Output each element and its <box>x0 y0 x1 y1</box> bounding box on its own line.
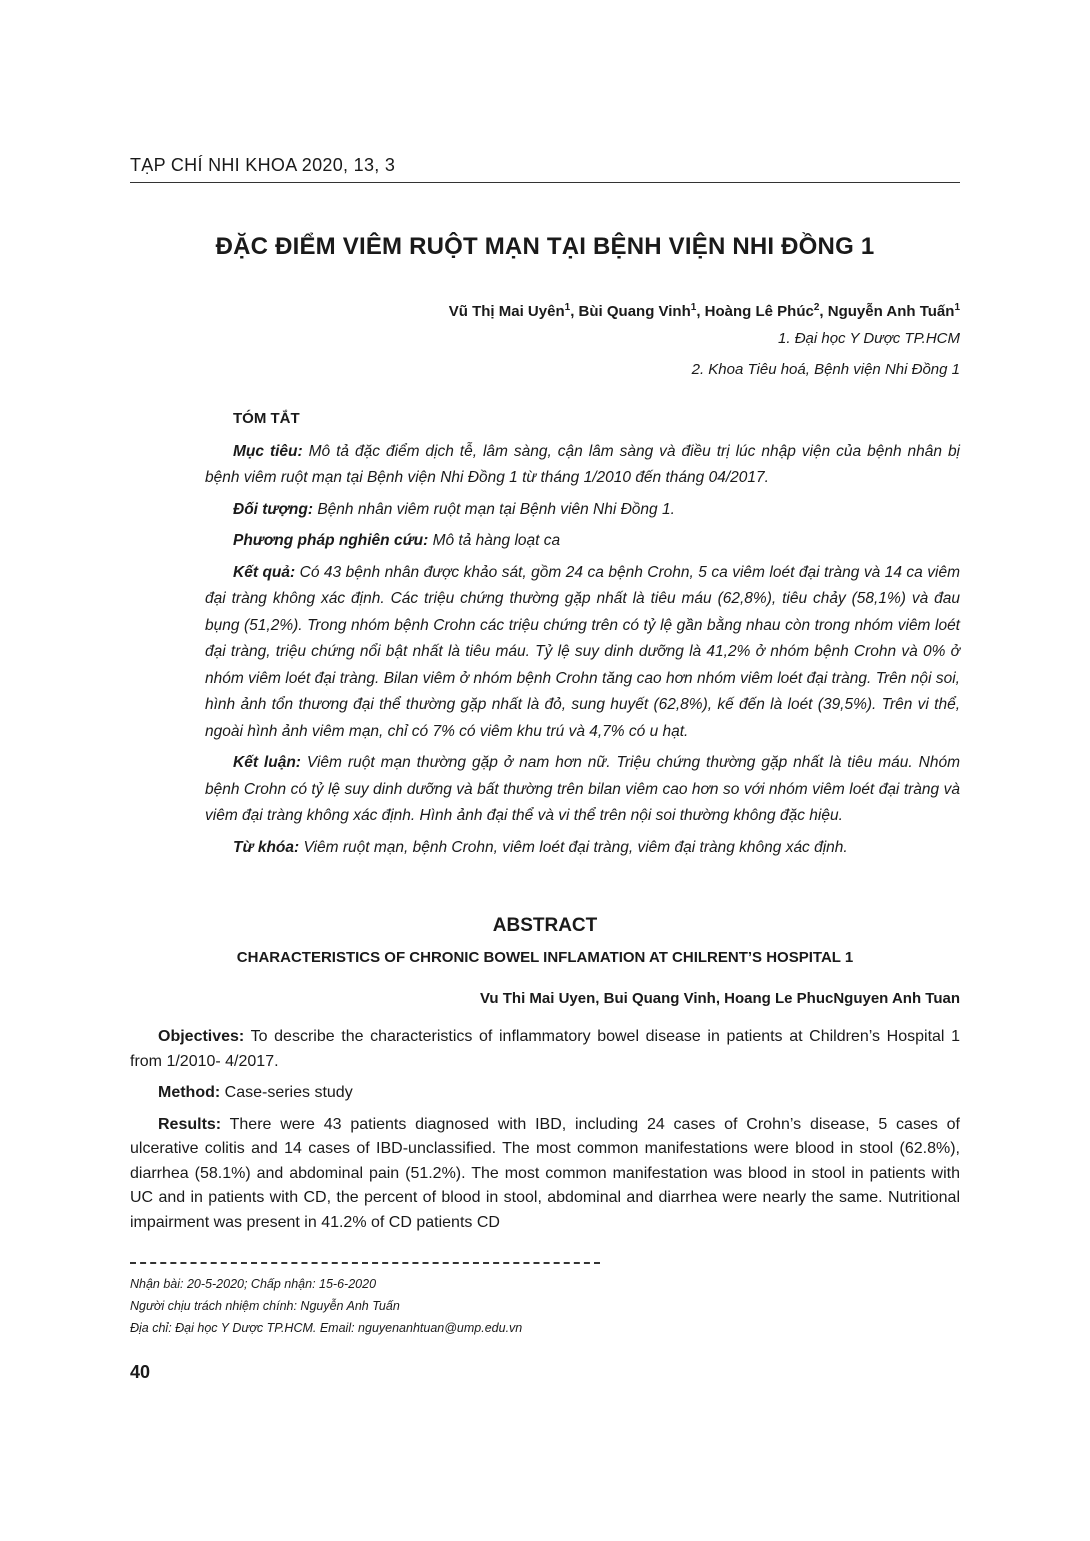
section-label: Objectives: <box>158 1028 245 1045</box>
summary-objective <box>205 439 960 492</box>
english-abstract <box>130 1025 960 1242</box>
english-title: CHARACTERISTICS OF CHRONIC BOWEL INFLAMATION AT CHILRENT’S HOSPITAL 1 <box>236 949 854 966</box>
footnote-address: Địa chỉ: Đại học Y Dược TP.HCM. Email: nguyenanhtuan@ump.edu.vn <box>130 1321 523 1335</box>
section-text: Bệnh nhân viêm ruột mạn tại Bệnh viên Nhi Đồng 1. <box>313 500 675 518</box>
section-label: Từ khóa: <box>233 838 300 856</box>
section-label: Phương pháp nghiên cứu: <box>233 532 429 549</box>
section-text: Viêm ruột mạn, bệnh Crohn, viêm loét đại tràng, viêm đại tràng không xác định. <box>299 838 848 856</box>
section-label: Mục tiêu: <box>233 442 303 460</box>
english-authors: Vu Thi Mai Uyen, Bui Quang Vinh, Hoang Le PhucNguyen Anh Tuan <box>479 990 960 1007</box>
summary-subject <box>205 497 960 524</box>
section-text: To describe the characteristics of inflammatory bowel disease in patients at Children’s Hospital 1 from 1/2010- 4/2017. <box>130 1028 960 1070</box>
section-text: Viêm ruột mạn thường gặp ở nam hơn nữ. Triệu chứng thường gặp nhất là tiêu máu. Nhóm bệnh Crohn có tỷ lệ suy dinh dưỡng và bất thường trên bilan viêm cao hơn so với nhóm viêm loét đại tràng và viêm đại tràng không xác định. Hình ảnh đại thể và vi thể trên nội soi thường không đặc hiệu. <box>205 754 960 824</box>
abstract-results <box>130 1113 960 1236</box>
footnotes <box>130 1273 522 1339</box>
author-list <box>449 302 960 320</box>
summary-heading: TÓM TẮT <box>233 410 300 427</box>
footnote-divider <box>130 1262 600 1264</box>
section-text: Có 43 bệnh nhân được khảo sát, gồm 24 ca bệnh Crohn, 5 ca viêm loét đại tràng và 14 ca viêm đại tràng không xác định. Các triệu chứng thường gặp nhất là tiêu máu (62,8%), tiêu chảy (58,1%) và đau bụng (51,2%). Trong nhóm bệnh Crohn các triệu chứng trên có tỷ lệ gần bằng nhau còn trong nhóm viêm loét đại tràng, triệu chứng nổi bật nhất là tiêu máu. Tỷ lệ suy dinh dưỡng là 41,2% ở nhóm bệnh Crohn và 0% ở nhóm viêm loét đại tràng. Bilan viêm ở nhóm bệnh Crohn tăng cao hơn nhóm viêm loét đại tràng. Trên nội soi, hình ảnh tổn thương đại thể thường gặp nhất là đỏ, sung huyết (62,8%), kế đến là loét (39,5%). Trên vi thể, ngoài hình ảnh viêm mạn, chỉ có 7% có viêm khu trú và 4,7% có u hạt. <box>205 563 960 740</box>
section-label: Đối tượng: <box>233 500 314 518</box>
author-separator: , <box>819 303 828 320</box>
abstract-heading: ABSTRACT <box>492 915 598 936</box>
header-rule <box>130 182 960 183</box>
author-affiliation-mark: 1 <box>954 302 960 313</box>
author-affiliation-mark: 2 <box>813 302 820 313</box>
footnote-received: Nhận bài: 20-5-2020; Chấp nhận: 15-6-2020 <box>130 1277 377 1291</box>
abstract-method <box>130 1081 960 1106</box>
article-title: ĐẶC ĐIỂM VIÊM RUỘT MẠN TẠI BỆNH VIỆN NHI ĐỒNG 1 <box>215 233 875 260</box>
author-name: Vũ Thị Mai Uyên <box>448 303 565 320</box>
author-separator: , <box>696 303 705 320</box>
section-text: Case-series study <box>220 1084 353 1101</box>
section-label: Kết quả: <box>233 563 296 581</box>
summary-method <box>205 528 960 555</box>
section-text: Mô tả đặc điểm dịch tễ, lâm sàng, cận lâm sàng và điều trị lúc nhập viện của bệnh nhân bị bệnh viêm ruột mạn tại Bệnh viện Nhi Đồng 1 từ tháng 1/2010 đến tháng 04/2017. <box>205 442 961 486</box>
author-name: Bùi Quang Vinh <box>578 303 691 320</box>
author-separator: , <box>570 303 579 320</box>
affiliation: 2. Khoa Tiêu hoá, Bệnh viện Nhi Đồng 1 <box>691 361 960 378</box>
abstract-objectives <box>130 1025 960 1074</box>
summary-results <box>205 560 960 746</box>
author-affiliation-mark: 1 <box>690 302 697 313</box>
summary-keywords <box>205 835 960 862</box>
footnote-corresponding: Người chịu trách nhiệm chính: Nguyễn Anh Tuấn <box>130 1299 400 1313</box>
summary-conclusion <box>205 750 960 830</box>
section-text: Mô tả hàng loạt ca <box>428 532 561 549</box>
vietnamese-summary <box>205 406 960 866</box>
section-label: Results: <box>158 1115 222 1133</box>
page-number: 40 <box>130 1362 151 1382</box>
author-affiliation-mark: 1 <box>564 302 571 313</box>
section-label: Method: <box>158 1084 221 1101</box>
author-name: Hoàng Lê Phúc <box>704 303 814 320</box>
affiliation: 1. Đại học Y Dược TP.HCM <box>778 330 960 347</box>
section-label: Kết luận: <box>233 754 301 771</box>
section-text: There were 43 patients diagnosed with IBD, including 24 cases of Crohn’s disease, 5 cases of ulcerative colitis and 14 cases of IBD-unclassified. The most common manifestations were blood in stool (62.8%), diarrhea (58.1%) and abdominal pain (51.2%). The most common manifestation was blood in stool in patients with UC and in patients with CD, the percent of blood in stool, abdominal and diarrhea were nearly the same. Nutritional impairment was present in 41.2% of CD patients CD <box>130 1115 960 1231</box>
author-name: Nguyễn Anh Tuấn <box>827 303 955 320</box>
journal-header: TẠP CHÍ NHI KHOA 2020, 13, 3 <box>130 155 396 175</box>
